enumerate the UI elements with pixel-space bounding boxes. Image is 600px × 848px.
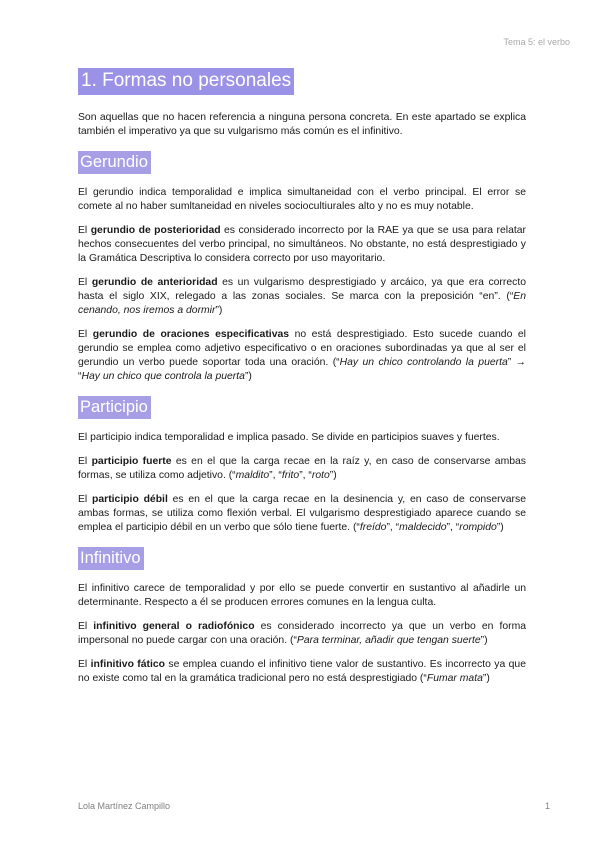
page-title: 1. Formas no personales [78, 68, 294, 95]
example-text: Para terminar, añadir que tengan suerte [296, 635, 481, 646]
term-participio-debil: participio débil [92, 494, 168, 505]
term-infinitivo-fatico: infinitivo fático [90, 659, 165, 670]
infinitivo-paragraph-1: El infinitivo carece de temporalidad y por ello se puede convertir en sustantivo al añadirle un determinante. Respecto a él se producen errores comunes en la lengua culta. [78, 583, 526, 608]
section-heading-gerundio: Gerundio [78, 151, 151, 174]
participio-paragraph-3: El participio débil es en el que la carga recae en la desinencia y, en caso de conservarse ambas formas, se utiliza como flexión verbal. El vulgarismo desprestigiado aparece cuando se emplea el participio débil en un verbo que sólo tiene fuerte. (“freído”, “maldecido”, “rompido”) [78, 494, 526, 533]
example-text: En cenando, nos iremos a dormir [78, 291, 526, 316]
document-topic: Tema 5: el verbo [503, 37, 570, 47]
example-text: Hay un chico controlando la puerta [339, 357, 508, 368]
term-participio-fuerte: participio fuerte [91, 456, 172, 467]
gerundio-paragraph-3: El gerundio de anterioridad es un vulgarismo desprestigiado y arcáico, ya que era correcto hasta el siglo XIX, relegado a las zonas sociales. Se marca con la preposición “en”. (“En cenando, nos iremos a dormir”) [78, 277, 526, 316]
footer-author: Lola Martínez Campillo [78, 801, 171, 811]
term-gerundio-anterioridad: gerundio de anterioridad [91, 277, 218, 288]
example-text: roto [311, 470, 330, 481]
example-text: maldito [235, 470, 270, 481]
term-gerundio-especificativas: gerundio de oraciones especificativas [92, 329, 290, 340]
section-heading-infinitivo: Infinitivo [78, 547, 144, 570]
term-infinitivo-general: infinitivo general o radiofónico [93, 621, 255, 632]
example-text: maldecido [399, 522, 447, 533]
page-number: 1 [545, 801, 551, 811]
example-text: frito [281, 470, 300, 481]
example-text: rompido [459, 522, 497, 533]
gerundio-paragraph-1: El gerundio indica temporalidad e implica simultaneidad con el verbo principal. El error se comete al no haber sumltaneidad en niveles sociocultiurales alto y no es muy notable. [78, 187, 526, 212]
infinitivo-paragraph-3: El infinitivo fático se emplea cuando el infinitivo tiene valor de sustantivo. Es incorrecto ya que no existe como tal en la gramática tradicional pero no está desprestigiado (“Fumar mata”) [78, 659, 526, 684]
term-gerundio-posterioridad: gerundio de posterioridad [90, 225, 221, 236]
example-text: freído [359, 522, 387, 533]
intro-paragraph: Son aquellas que no hacen referencia a ninguna persona concreta. En este apartado se explica también el imperativo ya que su vulgarismo más común es el infinitivo. [78, 112, 526, 137]
section-heading-participio: Participio [78, 396, 151, 419]
example-text: Fumar mata [426, 673, 483, 684]
participio-paragraph-1: El participio indica temporalidad e implica pasado. Se divide en participios suaves y fuertes. [78, 432, 500, 443]
page-content [78, 68, 526, 696]
example-text: Hay un chico que controla la puerta [81, 371, 245, 382]
participio-paragraph-2: El participio fuerte es en el que la carga recae en la raíz y, en caso de conservarse ambas formas, se utiliza como adjetivo. (“maldito”, “frito”, “roto”) [78, 456, 526, 481]
gerundio-paragraph-4: El gerundio de oraciones especificativas no está desprestigiado. Esto sucede cuando el gerundio se emplea como adjetivo especificativo o en oraciones subordinadas ya que al ser el gerundio un verbo puede soportar toda una oración. (“Hay un chico controlando la puerta” → “Hay un chico que controla la puerta”) [78, 329, 526, 382]
infinitivo-paragraph-2: El infinitivo general o radiofónico es considerado incorrecto ya que un verbo en forma impersonal no puede cargar con una oración. (“Para terminar, añadir que tengan suerte”) [78, 621, 526, 646]
gerundio-paragraph-2: El gerundio de posterioridad es considerado incorrecto por la RAE ya que se usa para relatar hechos consecuentes del verbo principal, no simultáneos. No obstante, no está desprestigiado y la Gramática Descriptiva lo considera correcto por uso mayoritario. [78, 225, 526, 264]
